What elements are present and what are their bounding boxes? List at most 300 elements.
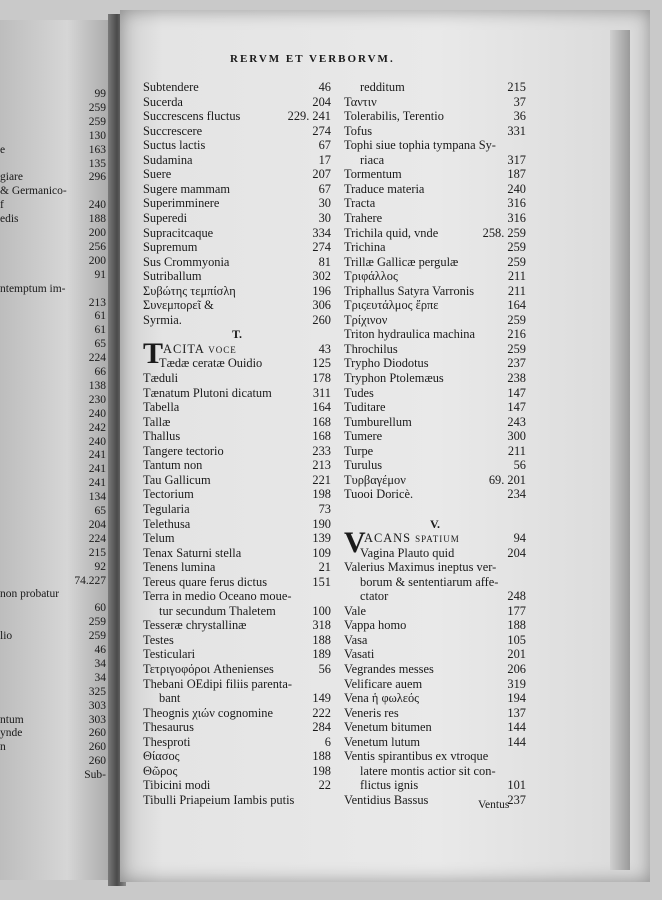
left-page-fragment: f bbox=[0, 199, 4, 212]
entry-term: Tæduli bbox=[143, 371, 179, 385]
left-page-fragment: 92 bbox=[94, 560, 106, 573]
entry-term: Vasati bbox=[344, 647, 375, 662]
left-page-fragment: 240 bbox=[88, 407, 106, 420]
left-page-fragment: 241 bbox=[88, 463, 106, 476]
index-entry bbox=[143, 720, 331, 735]
entry-term: Suere bbox=[143, 167, 172, 182]
drop-cap: T bbox=[143, 336, 164, 370]
left-page-number: 296 bbox=[88, 171, 106, 184]
entry-term: Theognis χιών cognomine bbox=[143, 705, 273, 720]
entry-page-number: 149 bbox=[312, 691, 331, 706]
index-entry bbox=[344, 327, 526, 342]
entry-term: Thallus bbox=[143, 429, 181, 444]
index-entry bbox=[344, 211, 526, 226]
left-page-fragment: 34 bbox=[94, 671, 106, 684]
entry-term: Superedi bbox=[143, 210, 188, 225]
entry-term: bant bbox=[159, 691, 181, 706]
entry-term: Tormentum bbox=[344, 167, 402, 182]
entry-term: Sus Crommyonia bbox=[143, 254, 230, 269]
index-entry bbox=[143, 473, 331, 488]
left-page-fragment: 61 bbox=[94, 310, 106, 323]
entry-page-number: 17 bbox=[318, 152, 331, 167]
entry-page-number: 194 bbox=[507, 691, 526, 706]
index-entry bbox=[143, 226, 331, 241]
entry-page-number: 204 bbox=[312, 94, 331, 109]
entry-page-number: 259 bbox=[507, 312, 526, 327]
index-entry bbox=[143, 691, 331, 706]
index-entry bbox=[143, 487, 331, 502]
index-entry bbox=[344, 546, 526, 561]
entry-term: Superimminere bbox=[143, 196, 220, 211]
entry-term: Turulus bbox=[344, 458, 383, 473]
index-entry bbox=[344, 342, 526, 357]
index-entry bbox=[344, 589, 526, 604]
index-entry bbox=[344, 386, 526, 401]
index-entry bbox=[344, 560, 526, 575]
index-entry bbox=[143, 371, 331, 386]
entry-page-number: 190 bbox=[312, 516, 331, 531]
index-entry bbox=[143, 706, 331, 721]
index-entry bbox=[344, 196, 526, 211]
index-entry bbox=[143, 298, 331, 313]
entry-term: flictus ignis bbox=[360, 778, 419, 793]
catchword: Ventus bbox=[478, 799, 510, 811]
index-entry bbox=[143, 400, 331, 415]
left-page-fragment: non probatur bbox=[0, 588, 60, 601]
left-page-fragment: 60 bbox=[94, 602, 106, 615]
entry-term: Vegrandes messes bbox=[344, 662, 434, 676]
index-entry bbox=[143, 196, 331, 211]
index-entry bbox=[143, 662, 331, 677]
entry-term: Thesaurus bbox=[143, 720, 194, 735]
entry-term: Turpe bbox=[344, 443, 374, 458]
entry-page-number: 222 bbox=[312, 705, 331, 720]
left-page-fragment: 99 bbox=[94, 88, 106, 100]
entry-term: Tereus quare ferus dictus bbox=[143, 574, 268, 589]
entry-term: Τρίχινον bbox=[344, 312, 388, 327]
index-entry bbox=[143, 778, 331, 793]
entry-page-number: 237 bbox=[507, 356, 526, 371]
entry-page-number: 211 bbox=[507, 443, 526, 458]
entry-page-number: 22 bbox=[318, 778, 331, 793]
index-entry bbox=[344, 720, 526, 735]
entry-term: Tegularia bbox=[143, 501, 190, 516]
entry-term: Telethusa bbox=[143, 516, 191, 531]
entry-term: Tangere tectorio bbox=[143, 443, 224, 458]
entry-term: ctator bbox=[360, 589, 389, 604]
index-entry bbox=[344, 444, 526, 459]
entry-page-number: 206 bbox=[507, 662, 526, 676]
index-entry bbox=[143, 167, 331, 182]
entry-term: Tolerabilis, Terentio bbox=[344, 109, 444, 124]
entry-term: Trichila quid, vnde bbox=[344, 225, 439, 240]
entry-term: Tuditare bbox=[344, 400, 386, 415]
entry-page-number: 94 bbox=[513, 531, 526, 546]
left-page-fragment: 230 bbox=[88, 393, 106, 406]
entry-page-number: 125 bbox=[312, 356, 331, 371]
left-page-fragment: giare bbox=[0, 171, 23, 184]
entry-term: Τριςευτάλμος ἔρπε bbox=[344, 298, 439, 313]
left-page-fragment: 134 bbox=[88, 491, 106, 504]
entry-term: latere montis actior sit con- bbox=[360, 763, 496, 778]
entry-page-number: 168 bbox=[312, 429, 331, 444]
entry-term: Sucerda bbox=[143, 94, 183, 109]
entry-term: Tau Gallicum bbox=[143, 472, 211, 487]
entry-term: Venetum lutum bbox=[344, 734, 421, 749]
drop-cap: V bbox=[344, 526, 366, 560]
entry-page-number: 43 bbox=[318, 341, 331, 356]
index-entry bbox=[344, 458, 526, 473]
entry-page-number: 177 bbox=[507, 603, 526, 618]
entry-term: Vasa bbox=[344, 632, 368, 647]
index-entry bbox=[344, 298, 526, 313]
left-page-fragment: 34 bbox=[94, 657, 106, 670]
index-entry bbox=[143, 255, 331, 270]
entry-page-number: 334 bbox=[312, 225, 331, 240]
entry-page-number: 198 bbox=[312, 487, 331, 502]
index-entry bbox=[344, 487, 526, 502]
index-entry bbox=[143, 764, 331, 779]
left-page-fragment: 200 bbox=[88, 227, 106, 239]
left-page-fragment: 259 bbox=[88, 101, 106, 114]
entry-term: Tryphon Ptolemæus bbox=[344, 371, 444, 385]
index-entry bbox=[344, 400, 526, 415]
entry-page-number: 300 bbox=[507, 429, 526, 444]
entry-term: Succrescere bbox=[143, 123, 203, 138]
running-head: RERVM ET VERBORVM. bbox=[230, 53, 395, 65]
index-entry bbox=[344, 255, 526, 270]
index-entry bbox=[143, 647, 331, 662]
entry-term: Τετριγοφόροι Athenienses bbox=[143, 662, 274, 676]
entry-page-number: 234 bbox=[507, 487, 526, 502]
entry-term: Valerius Maximus ineptus ver- bbox=[344, 560, 497, 575]
entry-page-number: 164 bbox=[312, 400, 331, 415]
entry-page-number: 151 bbox=[312, 574, 331, 589]
entry-term: Tudes bbox=[344, 385, 374, 400]
index-entry bbox=[143, 386, 331, 401]
entry-term: Tectorium bbox=[143, 487, 194, 502]
entry-page-number: 188 bbox=[312, 632, 331, 647]
entry-term: Tracta bbox=[344, 196, 376, 211]
entry-term: Vappa homo bbox=[344, 618, 407, 633]
entry-page-number: 147 bbox=[507, 385, 526, 400]
entry-term: Trahere bbox=[344, 210, 383, 225]
entry-term: ACANS spatium bbox=[364, 531, 460, 546]
entry-term: riaca bbox=[360, 152, 385, 167]
index-entry bbox=[344, 735, 526, 750]
index-entry bbox=[344, 749, 526, 764]
entry-term: Συνεμπορεῖ & bbox=[143, 298, 214, 313]
index-entry bbox=[143, 124, 331, 139]
left-page-fragment: 325 bbox=[88, 685, 106, 698]
index-entry bbox=[344, 691, 526, 706]
index-entry bbox=[344, 371, 526, 386]
entry-term: Tofus bbox=[344, 123, 373, 138]
entry-term: Veneris res bbox=[344, 705, 399, 720]
entry-term: Tallæ bbox=[143, 414, 171, 429]
entry-page-number: 168 bbox=[312, 414, 331, 429]
entry-term: Throchilus bbox=[344, 341, 398, 356]
left-page-fragment: 46 bbox=[94, 644, 106, 656]
entry-term: Sutriballum bbox=[143, 269, 202, 284]
left-page-fragment: 91 bbox=[94, 268, 106, 281]
entry-page-number: 137 bbox=[507, 705, 526, 720]
entry-term: Succrescens fluctus bbox=[143, 109, 241, 124]
index-entry bbox=[344, 182, 526, 197]
left-page-fragment: 135 bbox=[88, 157, 106, 170]
entry-term: Syrmia. bbox=[143, 312, 182, 327]
entry-term: Vagina Plauto quid bbox=[360, 545, 455, 560]
index-entry bbox=[344, 95, 526, 110]
entry-page-number: 274 bbox=[312, 240, 331, 255]
index-entry bbox=[344, 109, 526, 124]
entry-page-number: 233 bbox=[312, 443, 331, 458]
entry-term: Tuooi Doricè. bbox=[344, 487, 414, 502]
entry-page-number: 46 bbox=[318, 80, 331, 94]
entry-page-number: 211 bbox=[507, 283, 526, 298]
index-entry bbox=[344, 575, 526, 590]
entry-term: redditum bbox=[360, 80, 405, 94]
index-entry bbox=[344, 284, 526, 299]
left-page-fragment: 241 bbox=[88, 449, 106, 462]
entry-term: ACITA voce bbox=[163, 341, 237, 356]
left-page-fragment: 224 bbox=[88, 352, 106, 365]
left-page-fragment: 213 bbox=[88, 296, 106, 309]
entry-page-number: 216 bbox=[507, 327, 526, 342]
entry-page-number: 6 bbox=[324, 734, 331, 749]
entry-page-number: 331 bbox=[507, 123, 526, 138]
entry-term: Telum bbox=[143, 531, 175, 546]
entry-term: Tibicini modi bbox=[143, 778, 211, 793]
entry-term: Sugere mammam bbox=[143, 181, 231, 196]
section-heading: V. bbox=[429, 516, 441, 531]
entry-page-number: 144 bbox=[507, 734, 526, 749]
left-page-fragment: 259 bbox=[88, 115, 106, 128]
index-entry bbox=[143, 604, 331, 619]
entry-page-number: 21 bbox=[318, 560, 331, 575]
entry-page-number: 178 bbox=[312, 371, 331, 385]
left-page-fragment: Sub- bbox=[84, 769, 106, 782]
entry-page-number: 237 bbox=[507, 792, 526, 807]
index-entry bbox=[344, 473, 526, 488]
index-entry bbox=[344, 662, 526, 677]
entry-page-number: 105 bbox=[507, 632, 526, 647]
index-entry bbox=[344, 138, 526, 153]
index-entry bbox=[344, 167, 526, 182]
left-page-fragment: 259 bbox=[88, 616, 106, 629]
entry-term: Tesseræ chrystallinæ bbox=[143, 618, 247, 633]
entry-page-number: 144 bbox=[507, 720, 526, 735]
index-entry bbox=[344, 269, 526, 284]
left-page-fragment: 130 bbox=[88, 129, 106, 142]
entry-page-number: 319 bbox=[507, 676, 526, 691]
entry-page-number: 56 bbox=[513, 458, 526, 473]
entry-term: Tænatum Plutoni dicatum bbox=[143, 385, 272, 400]
entry-page-number: 260 bbox=[312, 312, 331, 327]
index-entry bbox=[143, 560, 331, 575]
left-page-fragment: 224 bbox=[88, 532, 106, 545]
entry-page-number: 248 bbox=[507, 589, 526, 604]
entry-page-number: 243 bbox=[507, 414, 526, 429]
entry-term: Tibulli Priapeium Iambis putis bbox=[143, 792, 295, 807]
index-entry bbox=[344, 618, 526, 633]
entry-term: Vale bbox=[344, 603, 367, 618]
left-page-fragment: 256 bbox=[88, 240, 106, 253]
entry-term: Tenax Saturni stella bbox=[143, 545, 242, 560]
entry-term: Terra in medio Oceano moue- bbox=[143, 589, 292, 604]
index-entry bbox=[143, 502, 331, 517]
entry-page-number: 188 bbox=[312, 749, 331, 764]
entry-page-number: 147 bbox=[507, 400, 526, 415]
left-page-fragment: edis bbox=[0, 213, 19, 226]
entry-page-number: 221 bbox=[312, 472, 331, 487]
entry-page-number: 240 bbox=[507, 181, 526, 196]
index-entry bbox=[344, 633, 526, 648]
left-page-number: 163 bbox=[88, 143, 106, 156]
entry-page-number: 37 bbox=[513, 94, 526, 109]
entry-term: Trichina bbox=[344, 240, 386, 255]
entry-page-number: 164 bbox=[507, 298, 526, 313]
entry-term: Trypho Diodotus bbox=[344, 356, 429, 371]
entry-page-number: 56 bbox=[318, 662, 331, 676]
entry-term: Ταντιν bbox=[344, 94, 377, 109]
entry-page-number: 67 bbox=[318, 181, 331, 196]
entry-page-number: 213 bbox=[312, 458, 331, 473]
index-entry bbox=[143, 589, 331, 604]
index-entry bbox=[344, 778, 526, 793]
index-entry bbox=[344, 764, 526, 779]
index-entry bbox=[143, 749, 331, 764]
left-page-number: 259 bbox=[88, 630, 106, 643]
entry-page-number: 30 bbox=[318, 196, 331, 211]
entry-term: Tædæ ceratæ Ouidio bbox=[159, 356, 263, 371]
index-entry bbox=[143, 793, 331, 808]
entry-page-number: 258. 259 bbox=[482, 225, 526, 240]
index-entry bbox=[344, 429, 526, 444]
index-entry bbox=[143, 211, 331, 226]
entry-page-number: 318 bbox=[312, 618, 331, 633]
entry-term: Τριφάλλος bbox=[344, 269, 398, 284]
entry-term: Testes bbox=[143, 632, 174, 647]
entry-term: Tantum non bbox=[143, 458, 203, 473]
entry-page-number: 188 bbox=[507, 618, 526, 633]
left-page-fragment: 240 bbox=[88, 435, 106, 448]
entry-term: Thesproti bbox=[143, 734, 191, 749]
entry-page-number: 207 bbox=[312, 167, 331, 182]
entry-page-number: 101 bbox=[507, 778, 526, 793]
entry-page-number: 69. 201 bbox=[488, 472, 526, 487]
left-page-fragment: & Germanico- bbox=[0, 185, 67, 198]
entry-term: Θίασος bbox=[143, 749, 180, 764]
entry-term: Tumere bbox=[344, 429, 383, 444]
entry-term: tur secundum Thaletem bbox=[159, 603, 276, 618]
entry-page-number: 316 bbox=[507, 196, 526, 211]
entry-page-number: 81 bbox=[318, 254, 331, 269]
index-entry bbox=[143, 182, 331, 197]
left-page-number: 260 bbox=[88, 727, 106, 740]
entry-page-number: 302 bbox=[312, 269, 331, 284]
entry-term: Subtendere bbox=[143, 80, 199, 94]
left-page-fragment: 65 bbox=[94, 505, 106, 517]
entry-page-number: 259 bbox=[507, 254, 526, 269]
left-page-fragment: n bbox=[0, 741, 6, 754]
index-entry bbox=[344, 313, 526, 328]
index-entry bbox=[143, 313, 331, 328]
entry-page-number: 259 bbox=[507, 341, 526, 356]
index-entry bbox=[344, 153, 526, 168]
entry-page-number: 109 bbox=[312, 545, 331, 560]
left-page bbox=[0, 20, 112, 880]
index-entry bbox=[344, 604, 526, 619]
left-page-fragment: e bbox=[0, 143, 6, 156]
index-entry bbox=[143, 429, 331, 444]
entry-page-number: 317 bbox=[507, 152, 526, 167]
entry-term: Suctus lactis bbox=[143, 138, 206, 153]
entry-page-number: 274 bbox=[312, 123, 331, 138]
left-page-fragment: ynde bbox=[0, 727, 23, 740]
entry-page-number: 306 bbox=[312, 298, 331, 313]
left-page-fragment: 303 bbox=[88, 699, 106, 712]
entry-term: Triton hydraulica machina bbox=[344, 327, 475, 342]
index-entry bbox=[143, 95, 331, 110]
entry-term: Traduce materia bbox=[344, 181, 425, 196]
index-entry bbox=[344, 240, 526, 255]
entry-page-number: 198 bbox=[312, 763, 331, 778]
left-page-fragment: 241 bbox=[88, 477, 106, 490]
left-page-number: 240 bbox=[88, 199, 106, 212]
index-entry bbox=[143, 633, 331, 648]
entry-page-number: 73 bbox=[318, 501, 331, 516]
index-entry bbox=[143, 415, 331, 430]
entry-term: Supracitcaque bbox=[143, 225, 214, 240]
entry-term: Thebani OEdipi filiis parenta- bbox=[143, 676, 292, 691]
index-entry bbox=[344, 356, 526, 371]
entry-term: Τυρβαγέμον bbox=[344, 472, 406, 487]
left-page-number: 260 bbox=[88, 741, 106, 754]
index-entry bbox=[143, 284, 331, 299]
entry-page-number: 36 bbox=[513, 109, 526, 124]
entry-term: Supremum bbox=[143, 240, 198, 255]
index-entry bbox=[344, 706, 526, 721]
index-entry bbox=[143, 458, 331, 473]
entry-term: Velificare auem bbox=[344, 676, 423, 691]
entry-page-number: 316 bbox=[507, 210, 526, 225]
index-entry bbox=[344, 415, 526, 430]
left-page-fragment: 74.227 bbox=[74, 574, 106, 587]
left-page-number: 188 bbox=[88, 213, 106, 226]
index-entry bbox=[143, 618, 331, 633]
index-entry bbox=[143, 356, 331, 371]
index-entry bbox=[143, 677, 331, 692]
entry-page-number: 139 bbox=[312, 531, 331, 546]
entry-term: Ventidius Bassus bbox=[344, 792, 429, 807]
entry-term: Tenens lumina bbox=[143, 560, 216, 575]
entry-page-number: 196 bbox=[312, 283, 331, 298]
entry-page-number: 211 bbox=[507, 269, 526, 284]
left-page-fragment: 61 bbox=[94, 324, 106, 337]
entry-term: Sudamina bbox=[143, 152, 193, 167]
entry-page-number: 238 bbox=[507, 371, 526, 385]
left-page-fragment: 260 bbox=[88, 755, 106, 768]
entry-term: Συβώτης τεμπίσλη bbox=[143, 283, 236, 298]
entry-term: Venetum bitumen bbox=[344, 720, 432, 735]
left-page-fragment: 215 bbox=[88, 546, 106, 559]
index-entry bbox=[143, 546, 331, 561]
entry-term: Tabella bbox=[143, 400, 180, 415]
left-page-fragment: 65 bbox=[94, 338, 106, 351]
index-entry bbox=[143, 269, 331, 284]
index-entry bbox=[143, 153, 331, 168]
